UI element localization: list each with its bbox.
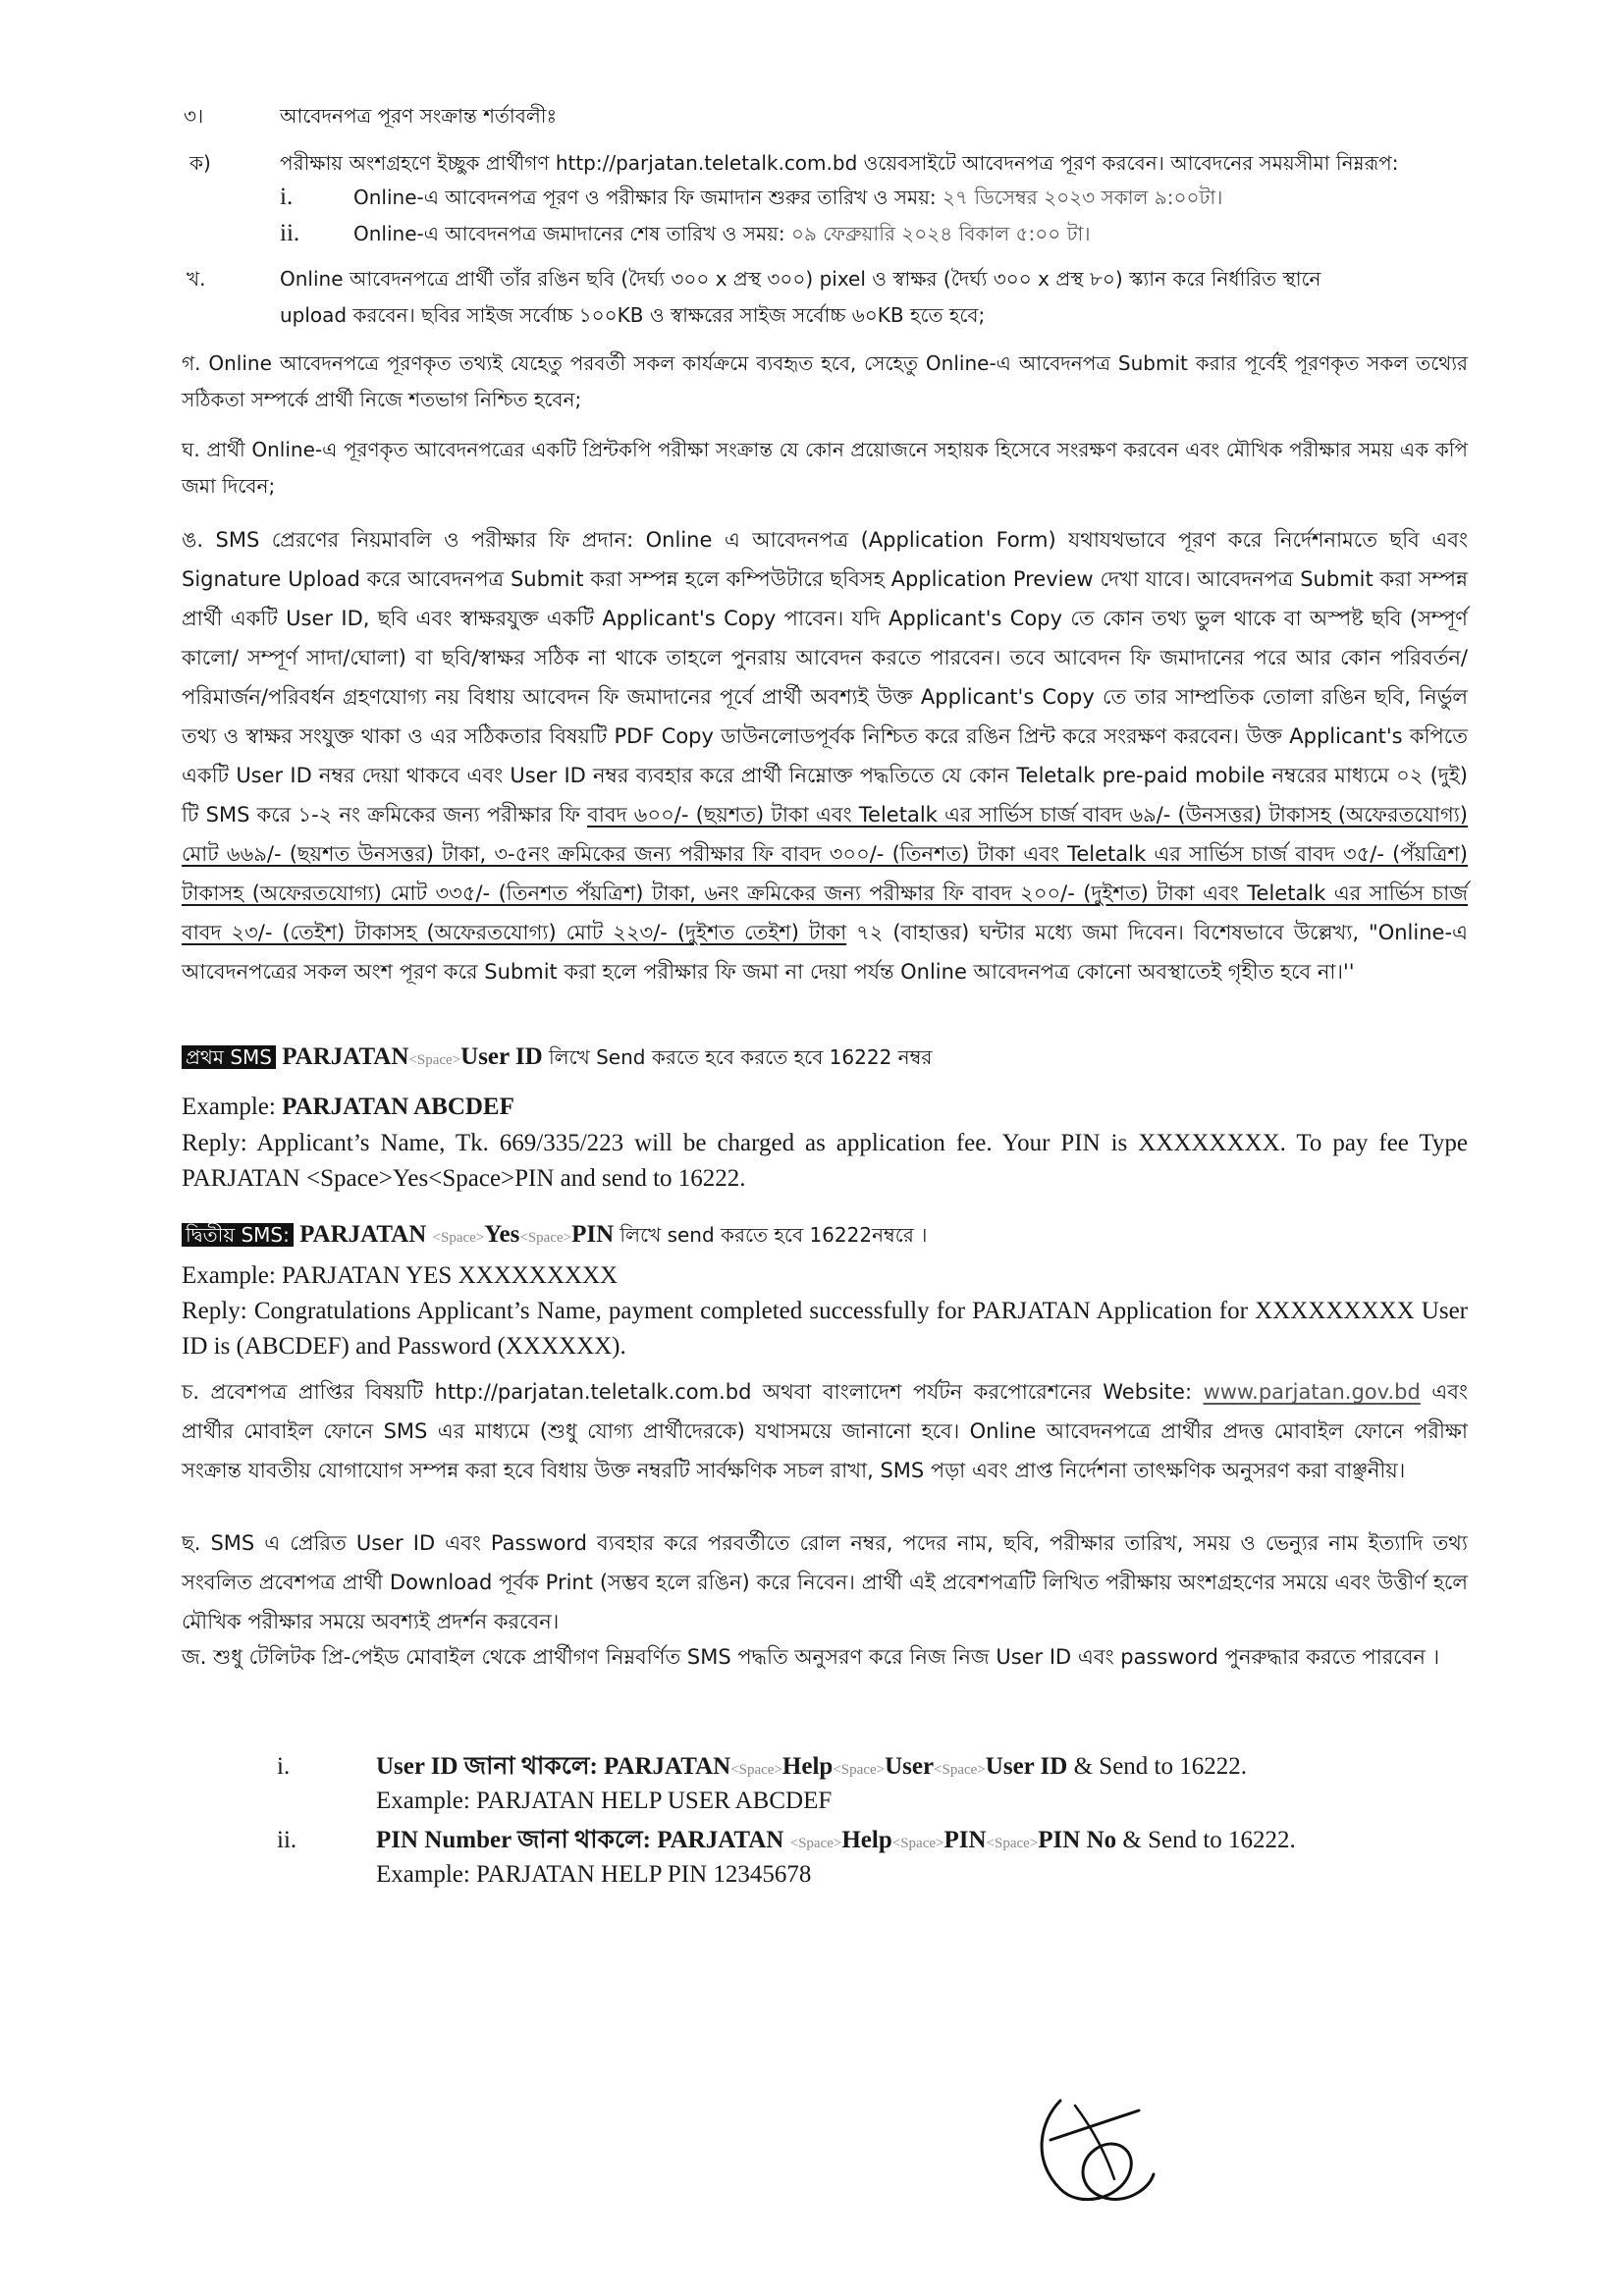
ka-sub-item-2-date: ০৯ ফেব্রুয়ারি ২০২৪ বিকাল ৫:০০ টা। (790, 222, 1091, 245)
sms1-tag: প্রথম SMS (182, 1045, 276, 1069)
sms1-space: <Space> (408, 1052, 461, 1068)
sms2-reply: Reply: Congratulations Applicant’s Name, payment completed successfully for PARJATAN Application for XXXXXXXXX User ID is (ABCDEF) and Password (XXXXXX). (182, 1298, 1468, 1360)
ja-item1-tail: & Send to 16222. (1073, 1753, 1247, 1780)
item-chha: ছ. SMS এ প্রেরিত User ID এবং Password ব্যবহার করে পরবর্তীতে রোল নম্বর, পদের নাম, ছবি, পরীক্ষার তারিখ, সময় ও ভেন্যুর নাম ইত্যাদি তথ্য সংবলিত প্রবেশপত্র প্রার্থী Download পূর্বক Print (সম্ভব হলে রঙিন) করে নিবেন। প্রার্থী এই প্রবেশপত্রটি লিখিত পরীক্ষায় অংশগ্রহণের সময়ে এবং উত্তীর্ণ হলে মৌখিক পরীক্ষার সময়ে অবশ্যই প্রদর্শন করবেন। (182, 1531, 1468, 1633)
sms2-line (182, 1217, 1468, 1255)
ja-item2-space-2: <Space> (891, 1836, 944, 1851)
section-number: ৩। (184, 104, 204, 128)
ja-sub-item-2 (376, 1823, 1466, 1861)
ja-item2-space-1: <Space> (789, 1836, 842, 1851)
cha-rest: এবং প্রার্থীর মোবাইল ফোনে SMS এর মাধ্যমে (শুধু যোগ্য প্রার্থীদেরকে) যথাসময়ে জানানো হবে। Online আবেদনপত্রে প্রার্থীর প্রদত্ত মোবাইল ফোনে পরীক্ষা সংক্রান্ত যাবতীয় যোগাযোগ সম্পন্ন করা হবে বিধায় উক্ত নম্বরটি সার্বক্ষণিক সচল রাখা, SMS পড়া এবং প্রাপ্ত নির্দেশনা তাৎক্ষণিক অনুসরণ করা বাঞ্ছনীয়। (182, 1380, 1468, 1482)
ja-item2-code: PARJATAN (657, 1827, 784, 1853)
ka-sub-num-2: ii. (280, 220, 300, 246)
sms1-instruction: লিখে Send করতে হবে করতে হবে 16222 নম্বর (548, 1045, 933, 1069)
ka-sub-item-2 (353, 216, 1453, 252)
ja-item1-space-2: <Space> (833, 1762, 886, 1778)
item-kha-line2: upload করবেন। ছবির সাইজ সর্বোচ্চ ১০০KB ও স্বাক্ষরের সাইজ সর্বোচ্চ ৬০KB হতে হবে; (280, 303, 986, 327)
ja-item1-w2: User (885, 1753, 935, 1780)
ja-item2-w2: PIN (943, 1827, 987, 1853)
sms2-instruction: লিখে send করতে হবে 16222নম্বরে । (619, 1223, 928, 1247)
ja-item1-code: PARJATAN (604, 1753, 731, 1780)
signature-image (1021, 2081, 1168, 2228)
item-cha (182, 1372, 1468, 1490)
umo-fee-details: বাবদ ৬০০/- (ছয়শত) টাকা এবং Teletalk এর সার্ভিস চার্জ বাবদ ৬৯/- (উনসত্তর) টাকাসহ (অফেরতযোগ্য) মোট ৬৬৯/- (ছয়শত উনসত্তর) টাকা, ৩-৫নং ক্রমিকের জন্য পরীক্ষার ফি বাবদ ৩০০/- (তিনশত) টাকা এবং Teletalk এর সার্ভিস চার্জ বাবদ ৩৫/- (পঁয়ত্রিশ) টাকাসহ (অফেরতযোগ্য) মোট ৩৩৫/- (তিনশত পঁয়ত্রিশ) টাকা, ৬নং ক্রমিকের জন্য পরীক্ষার ফি বাবদ ২০০/- (দুইশত) টাকা এবং Teletalk এর সার্ভিস চার্জ বাবদ ২৩/- (তেইশ) টাকাসহ (অফেরতযোগ্য) মোট ২২৩/- (দুইশত তেইশ) টাকা (182, 803, 1468, 944)
item-ga: গ. Online আবেদনপত্রে পূরণকৃত তথ্যই যেহেতু পরবর্তী সকল কার্যক্রমে ব্যবহৃত হবে, সেহেতু Online-এ আবেদনপত্র Submit করার পূর্বেই পূরণকৃত সকল তথ্যের সঠিকতা সম্পর্কে প্রার্থী নিজে শতভাগ নিশ্চিত হবেন; (182, 351, 1468, 411)
section-heading: আবেদনপত্র পূরণ সংক্রান্ত শর্তাবলীঃ (280, 104, 558, 128)
ka-sub-item-1-text: Online-এ আবেদনপত্র পূরণ ও পরীক্ষার ফি জমাদান শুরুর তারিখ ও সময়: (353, 186, 937, 209)
item-umo-paragraph (182, 520, 1468, 991)
sms1-reply: Reply: Applicant’s Name, Tk. 669/335/223 will be charged as application fee. Your PIN is XXXXXXXX. To pay fee Type PARJATAN <Space>Yes<Space>PIN and send to 16222. (182, 1130, 1468, 1192)
sms2-example: Example: PARJATAN YES XXXXXXXXX (182, 1262, 619, 1289)
sms2-space-1: <Space> (432, 1230, 485, 1246)
ja-item2-space-3: <Space> (986, 1836, 1039, 1851)
ka-sub-num-1: i. (280, 184, 294, 210)
sms1-example (182, 1090, 514, 1125)
item-ka-text: পরীক্ষায় অংশগ্রহণে ইচ্ছুক প্রার্থীগণ http://parjatan.teletalk.com.bd ওয়েবসাইটে আবেদনপত্র পূরণ করবেন। আবেদনের সময়সীমা নিম্নরূপ: (280, 151, 1399, 175)
sms1-example-value: PARJATAN ABCDEF (282, 1094, 514, 1120)
ka-sub-item-2-text: Online-এ আবেদনপত্র জমাদানের শেষ তারিখ ও সময়: (353, 222, 785, 245)
ja-sub-item-1 (376, 1749, 1466, 1788)
ja-item1-example: Example: PARJATAN HELP USER ABCDEF (376, 1788, 833, 1814)
ka-sub-item-1-date: ২৭ ডিসেম্বর ২০২৩ সকাল ৯:০০টা। (942, 186, 1223, 209)
umo-text-tail: ৭২ (বাহাত্তর) ঘন্টার মধ্যে জমা দিবেন। বিশেষভাবে উল্লেখ্য, "Online-এ আবেদনপত্রের সকল অংশ পূরণ করে Submit করা হলে পরীক্ষার ফি জমা না দেয়া পর্যন্ত Online আবেদনপত্র কোনো অবস্থাতেই গৃহীত হবে না।'' (182, 921, 1468, 984)
sms2-code: PARJATAN (299, 1221, 427, 1248)
ja-item2-w1: Help (841, 1827, 892, 1853)
sms1-code: PARJATAN (282, 1043, 409, 1070)
sms2-tag: দ্বিতীয় SMS: (182, 1223, 294, 1247)
ja-item2-label: PIN Number জানা থাকলে: (376, 1827, 651, 1853)
sms2-space-2: <Space> (519, 1230, 572, 1246)
item-ja: জ. শুধু টেলিটক প্রি-পেইড মোবাইল থেকে প্রার্থীগণ নিম্নবর্ণিত SMS পদ্ধতি অনুসরণ করে নিজ নিজ User ID এবং password পুনরুদ্ধার করতে পারবেন । (182, 1645, 1440, 1669)
sms2-yes: Yes (484, 1221, 520, 1248)
item-kha-line1: Online আবেদনপত্রে প্রার্থী তাঁর রঙিন ছবি (দৈর্ঘ্য ৩০০ x প্রস্থ ৩০০) pixel ও স্বাক্ষর (দৈর্ঘ্য ৩০০ x প্রস্থ ৮০) স্ক্যান করে নির্ধারিত স্থানে (280, 267, 1321, 291)
item-gha: ঘ. প্রার্থী Online-এ পূরণকৃত আবেদনপত্রের একটি প্রিন্টকপি পরীক্ষা সংক্রান্ত যে কোন প্রয়োজনে সহায়ক হিসেবে সংরক্ষণ করবেন এবং মৌখিক পরীক্ষার সময় এক কপি জমা দিবেন; (182, 438, 1468, 498)
cha-lead: চ. প্রবেশপত্র প্রাপ্তির বিষয়টি http://parjatan.teletalk.com.bd অথবা বাংলাদেশ পর্যটন করপোরেশনের Website: (182, 1380, 1193, 1404)
item-ka-label: ক) (189, 151, 211, 175)
ja-item1-space-1: <Space> (730, 1762, 782, 1778)
ja-item2-example: Example: PARJATAN HELP PIN 12345678 (376, 1861, 812, 1888)
ja-item1-label: User ID জানা থাকলে: (376, 1753, 598, 1780)
item-kha-label: খ. (187, 267, 206, 291)
ja-item2-tail: & Send to 16222. (1122, 1827, 1296, 1853)
ja-item1-w1: Help (781, 1753, 834, 1780)
ja-item2-w3: PIN No (1038, 1827, 1117, 1853)
ja-item1-space-3: <Space> (934, 1762, 986, 1778)
ja-item1-w3: User ID (985, 1753, 1068, 1780)
ja-sub-num-2: ii. (277, 1827, 297, 1853)
ja-sub-num-1: i. (277, 1753, 291, 1780)
umo-text-main: ঙ. SMS প্রেরণের নিয়মাবলি ও পরীক্ষার ফি প্রদান: Online এ আবেদনপত্র (Application Form) যথাযথভাবে পূরণ করে নির্দেশনামতে ছবি এবং Signature Upload করে আবেদনপত্র Submit করা সম্পন্ন হলে কম্পিউটারে ছবিসহ Application Preview দেখা যাবে। আবেদনপত্র Submit করা সম্পন্ন প্রার্থী একটি User ID, ছবি এবং স্বাক্ষরযুক্ত একটি Applicant's Copy পাবেন। যদি Applicant's Copy তে কোন তথ্য ভুল থাকে বা অস্পষ্ট ছবি (সম্পূর্ণ কালো/ সম্পূর্ণ সাদা/ঘোলা) বা ছবি/স্বাক্ষর সঠিক না থাকে তাহলে পুনরায় আবেদন করতে পারবেন। তবে আবেদন ফি জমাদানের পরে আর কোন পরিবর্তন/পরিমার্জন/পরিবর্ধন গ্রহণযোগ্য নয় বিধায় আবেদন ফি জমাদানের পূর্বে প্রার্থী অবশ্যই উক্ত Applicant's Copy তে তার সাম্প্রতিক তোলা রঙিন ছবি, নির্ভুল তথ্য ও স্বাক্ষর সংযুক্ত থাকা ও এর সঠিকতার বিষয়টি PDF Copy ডাউনলোডপূর্বক নিশ্চিত করে রঙিন প্রিন্ট করে সংরক্ষণ করবেন। উক্ত Applicant's কপিতে একটি User ID নম্বর দেয়া থাকবে এবং User ID নম্বর ব্যবহার করে প্রার্থী নিম্নোক্ত পদ্ধতিতে যে কোন Teletalk pre-paid mobile নম্বরের মাধ্যমে ০২ (দুই) টি SMS করে ১-২ নং ক্রমিকের জন্য পরীক্ষার ফি (182, 528, 1468, 827)
cha-website-link[interactable]: www.parjatan.gov.bd (1203, 1380, 1421, 1404)
sms1-line (182, 1040, 1468, 1078)
sms1-user-id: User ID (460, 1043, 543, 1070)
sms1-example-label: Example: (182, 1094, 276, 1120)
sms2-pin: PIN (571, 1221, 615, 1248)
ka-sub-item-1 (353, 180, 1453, 216)
